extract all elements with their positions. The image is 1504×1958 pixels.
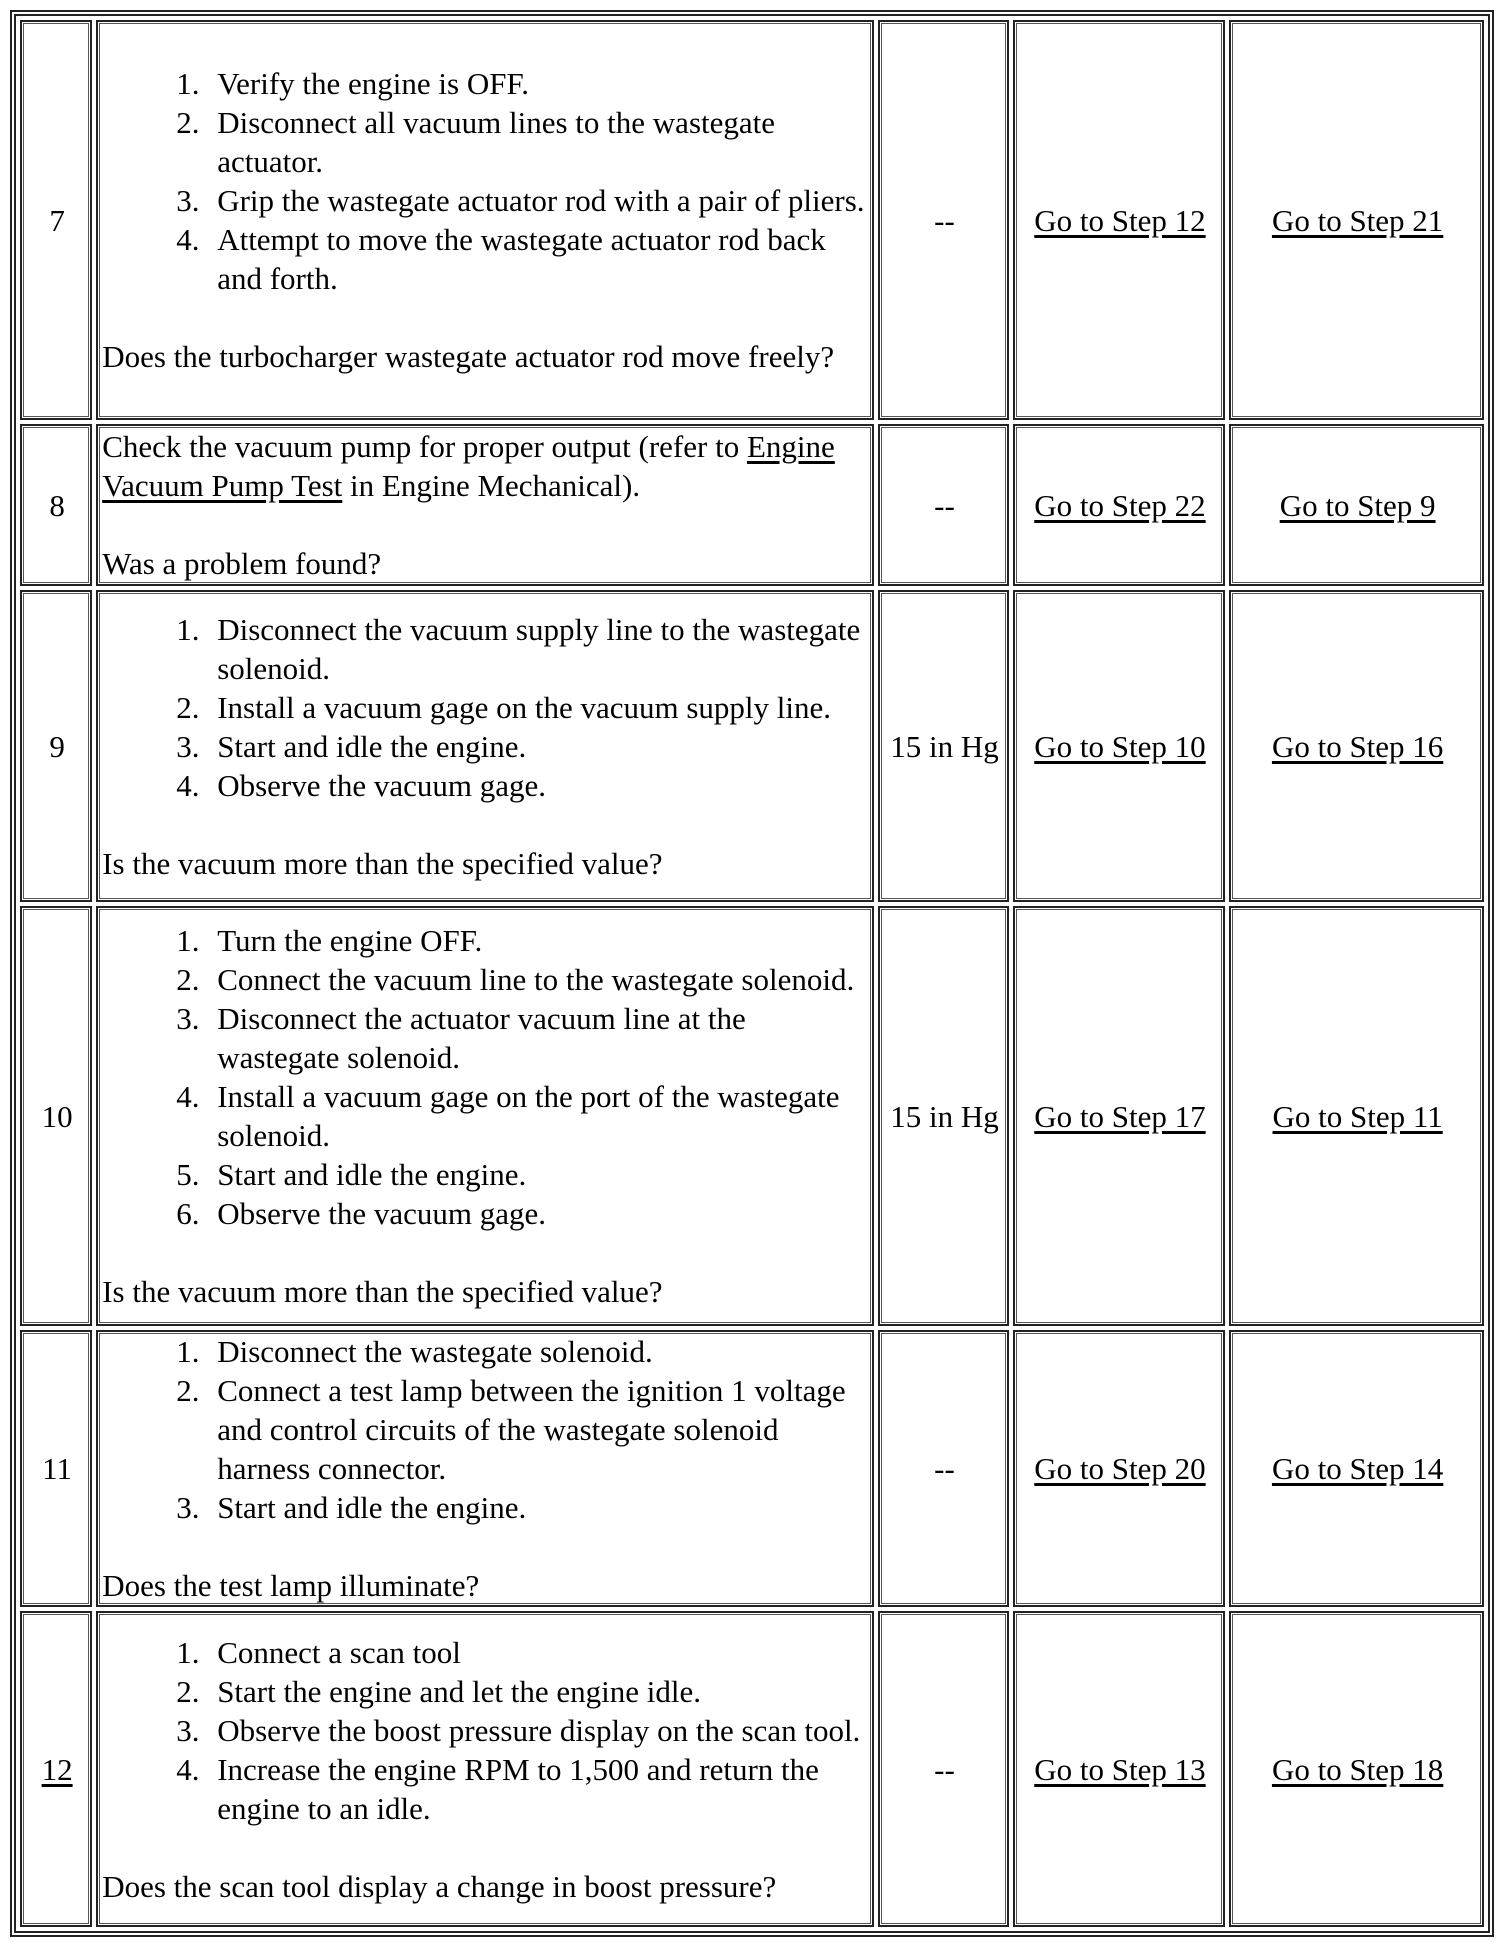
step-number: 7 [49,202,65,238]
instruction-item: 1. Connect a scan tool [207,1633,870,1672]
yes-goto-link[interactable]: Go to Step 17 [1034,1098,1206,1134]
value-cell [878,20,1008,420]
step-number-cell [20,590,92,902]
yes-cell [1013,906,1226,1326]
instruction-item: 2. Connect a test lamp between the ignition 1 voltage and control circuits of the wastegate solenoid harness connector. [207,1371,870,1488]
no-cell [1229,424,1484,586]
instruction-item: 1. Turn the engine OFF. [207,921,870,960]
step-number: 9 [49,728,65,764]
instruction-text [102,427,870,505]
instruction-text-before: Check the vacuum pump for proper output (refer to [102,429,747,464]
yes-cell [1013,590,1226,902]
no-goto-link[interactable]: Go to Step 9 [1279,487,1436,523]
yes-goto-link[interactable]: Go to Step 22 [1034,487,1206,523]
instruction-list [102,1332,870,1527]
value-cell [878,1611,1008,1927]
specified-value: -- [934,1451,955,1486]
step-row [20,20,1484,420]
value-cell [878,906,1008,1326]
yes-cell [1013,1611,1226,1927]
specified-value: 15 in Hg [890,1098,999,1134]
instruction-item: 3. Start and idle the engine. [207,1488,870,1527]
instruction-item: 2. Start the engine and let the engine idle. [207,1672,870,1711]
specified-value: -- [934,487,955,523]
no-goto-link[interactable]: Go to Step 21 [1271,202,1444,238]
instruction-list [102,64,870,298]
value-cell [878,590,1008,902]
step-row [20,1330,1484,1607]
step-number-cell [20,424,92,586]
action-cell [96,424,874,586]
yes-cell [1013,20,1226,420]
step-question: Does the turbocharger wastegate actuator rod move freely? [102,339,835,374]
instruction-item: 4. Increase the engine RPM to 1,500 and return the engine to an idle. [207,1750,870,1828]
specified-value: -- [934,1751,955,1787]
step-number[interactable]: 12 [41,1751,73,1787]
instruction-item: 1. Disconnect the vacuum supply line to the wastegate solenoid. [207,610,870,688]
instruction-item: 2. Connect the vacuum line to the wastegate solenoid. [207,960,870,999]
step-row [20,906,1484,1326]
action-cell [96,1611,874,1927]
specified-value: 15 in Hg [890,728,999,764]
instruction-item: 4. Attempt to move the wastegate actuator rod back and forth. [207,220,870,298]
instruction-item: 3. Grip the wastegate actuator rod with a pair of pliers. [207,181,870,220]
step-number: 8 [49,487,65,523]
step-row [20,1611,1484,1927]
specified-value: -- [934,202,955,238]
no-cell [1229,906,1484,1326]
instruction-item: 3. Disconnect the actuator vacuum line at the wastegate solenoid. [207,999,870,1077]
no-goto-link[interactable]: Go to Step 18 [1271,1751,1444,1787]
no-cell [1229,1330,1484,1607]
engine-vacuum-pump-test-link[interactable]: Engine Vacuum Pump Test [102,429,835,503]
step-question: Is the vacuum more than the specified value? [102,1274,663,1309]
instruction-item: 5. Start and idle the engine. [207,1155,870,1194]
yes-goto-link[interactable]: Go to Step 10 [1034,728,1206,764]
yes-goto-link[interactable]: Go to Step 13 [1034,1751,1206,1787]
no-goto-link[interactable]: Go to Step 14 [1271,1451,1444,1486]
action-cell [96,20,874,420]
step-row [20,590,1484,902]
instruction-item: 3. Start and idle the engine. [207,727,870,766]
action-cell [96,1330,874,1607]
step-number-cell [20,20,92,420]
step-question: Was a problem found? [102,546,382,581]
instruction-item: 1. Verify the engine is OFF. [207,64,870,103]
instruction-text-after: in Engine Mechanical). [342,468,641,503]
instruction-list [102,1633,870,1828]
step-number: 11 [42,1451,73,1486]
step-number-cell [20,906,92,1326]
instruction-item: 2. Install a vacuum gage on the vacuum supply line. [207,688,870,727]
no-goto-link[interactable]: Go to Step 16 [1271,728,1444,764]
instruction-item: 6. Observe the vacuum gage. [207,1194,870,1233]
yes-goto-link[interactable]: Go to Step 20 [1034,1451,1206,1486]
instruction-item: 4. Install a vacuum gage on the port of the wastegate solenoid. [207,1077,870,1155]
no-cell [1229,590,1484,902]
yes-goto-link[interactable]: Go to Step 12 [1034,202,1206,238]
instruction-item: 2. Disconnect all vacuum lines to the wastegate actuator. [207,103,870,181]
no-cell [1229,1611,1484,1927]
action-cell [96,906,874,1326]
step-question: Is the vacuum more than the specified value? [102,845,663,881]
instruction-item: 3. Observe the boost pressure display on the scan tool. [207,1711,870,1750]
instruction-item: 4. Observe the vacuum gage. [207,766,870,805]
no-goto-link[interactable]: Go to Step 11 [1272,1098,1443,1134]
instruction-list [102,610,870,805]
diagnostic-table [14,14,1490,1933]
instruction-list [102,921,870,1233]
no-cell [1229,20,1484,420]
yes-cell [1013,424,1226,586]
step-question: Does the test lamp illuminate? [102,1568,480,1603]
step-question: Does the scan tool display a change in boost pressure? [102,1868,777,1904]
yes-cell [1013,1330,1226,1607]
step-number-cell [20,1330,92,1607]
step-number-cell [20,1611,92,1927]
value-cell [878,1330,1008,1607]
step-row [20,424,1484,586]
value-cell [878,424,1008,586]
step-number: 10 [41,1098,73,1134]
action-cell [96,590,874,902]
instruction-item: 1. Disconnect the wastegate solenoid. [207,1332,870,1371]
